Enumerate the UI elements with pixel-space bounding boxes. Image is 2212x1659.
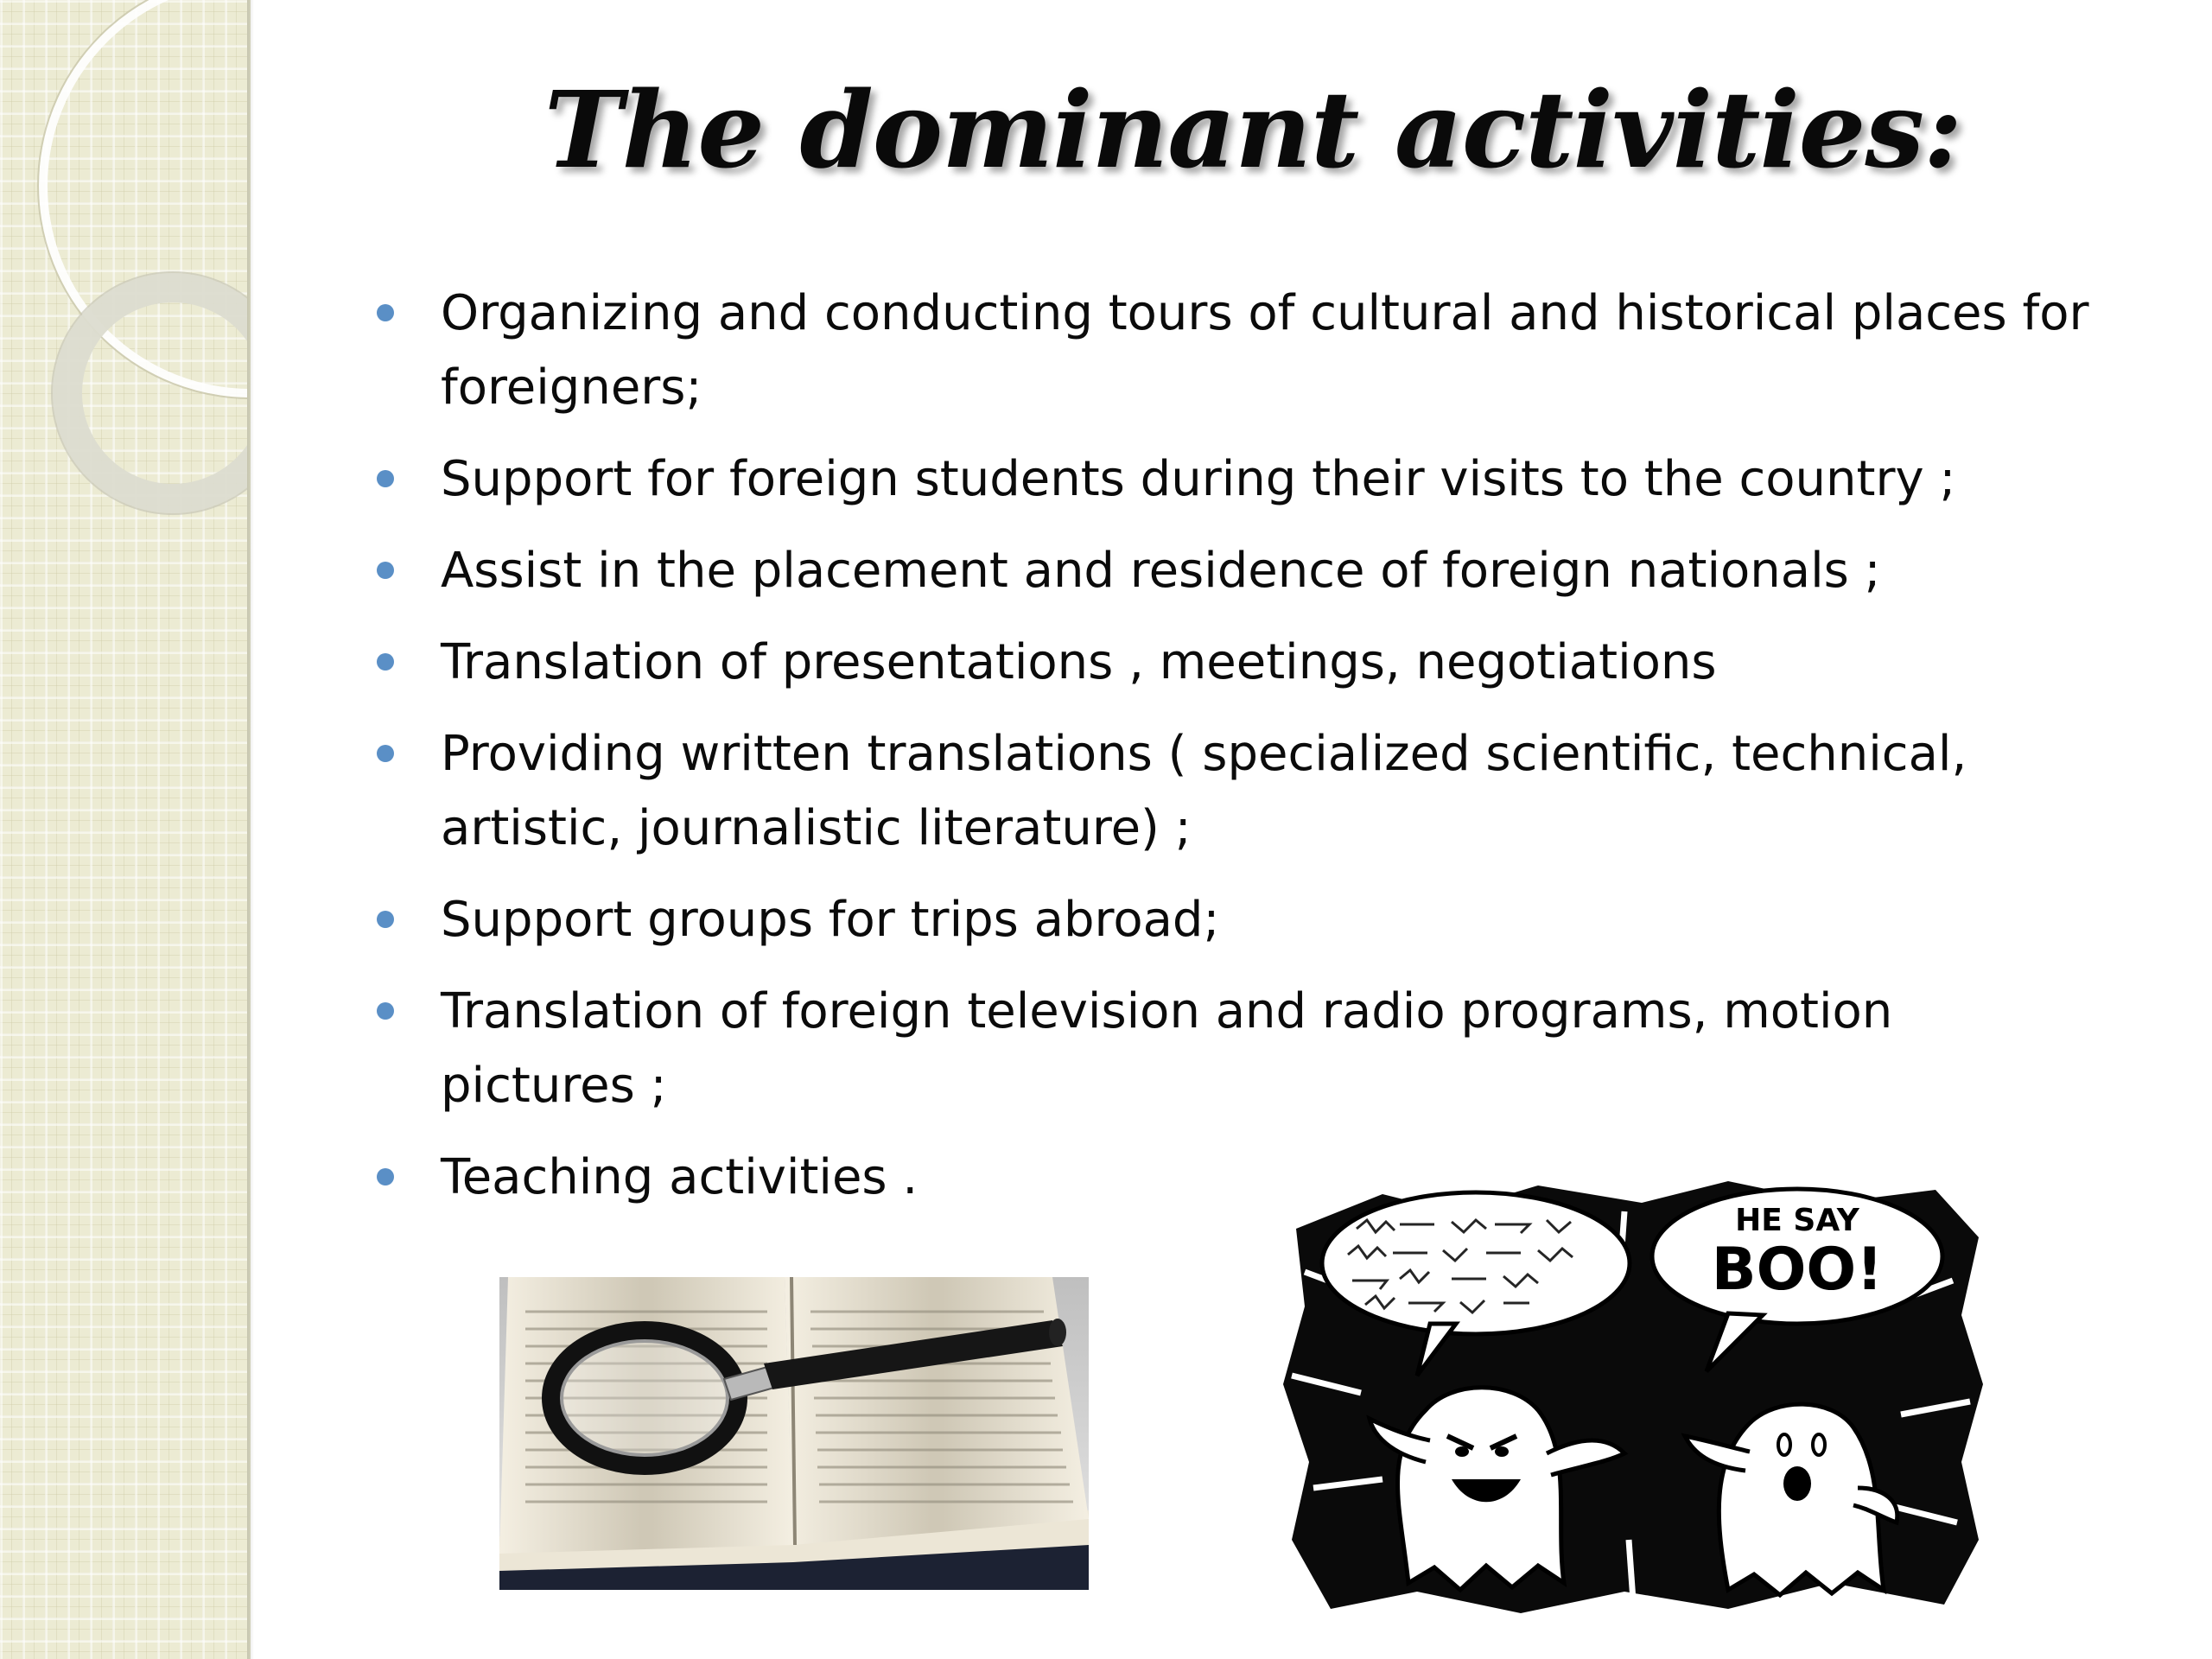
activities-list xyxy=(372,276,2091,1232)
bullet-icon xyxy=(377,911,394,928)
list-item-text: Organizing and conducting tours of cultural and historical places for foreigners; xyxy=(441,285,2089,416)
list-item xyxy=(372,276,2091,425)
slide-title: The dominant activities: xyxy=(543,67,1962,192)
bullet-icon xyxy=(377,653,394,671)
list-item-text: Providing written translations ( specialized scientific, technical, artistic, journalistic literature) ; xyxy=(441,726,1967,856)
magnifying-glass-icon xyxy=(499,1277,1089,1590)
ghosts-comic-image xyxy=(1279,1177,1987,1618)
bullet-icon xyxy=(377,745,394,762)
bullet-icon xyxy=(377,1002,394,1020)
list-item xyxy=(372,883,2091,957)
bubble-small-text: HE SAY xyxy=(1735,1203,1859,1238)
list-item xyxy=(372,442,2091,517)
list-item-text: Translation of presentations , meetings, negotiations xyxy=(441,634,1717,690)
decorative-rings xyxy=(0,0,247,553)
list-item xyxy=(372,626,2091,700)
list-item-text: Support groups for trips abroad; xyxy=(441,892,1220,948)
list-item-text: Support for foreign students during their visits to the country ; xyxy=(441,451,1956,507)
ghosts-icon xyxy=(1279,1177,1987,1618)
bullet-icon xyxy=(377,304,394,321)
list-item-text: Translation of foreign television and radio programs, motion pictures ; xyxy=(441,983,1893,1114)
bullet-icon xyxy=(377,1168,394,1185)
list-item-text: Teaching activities . xyxy=(441,1149,918,1205)
bubble-big-text: BOO! xyxy=(1711,1236,1884,1304)
bullet-icon xyxy=(377,562,394,579)
bullet-icon xyxy=(377,470,394,487)
book-magnifier-image xyxy=(499,1277,1089,1590)
list-item-text: Assist in the placement and residence of foreign nationals ; xyxy=(441,543,1881,599)
list-item xyxy=(372,975,2091,1123)
list-item xyxy=(372,534,2091,608)
list-item xyxy=(372,717,2091,866)
